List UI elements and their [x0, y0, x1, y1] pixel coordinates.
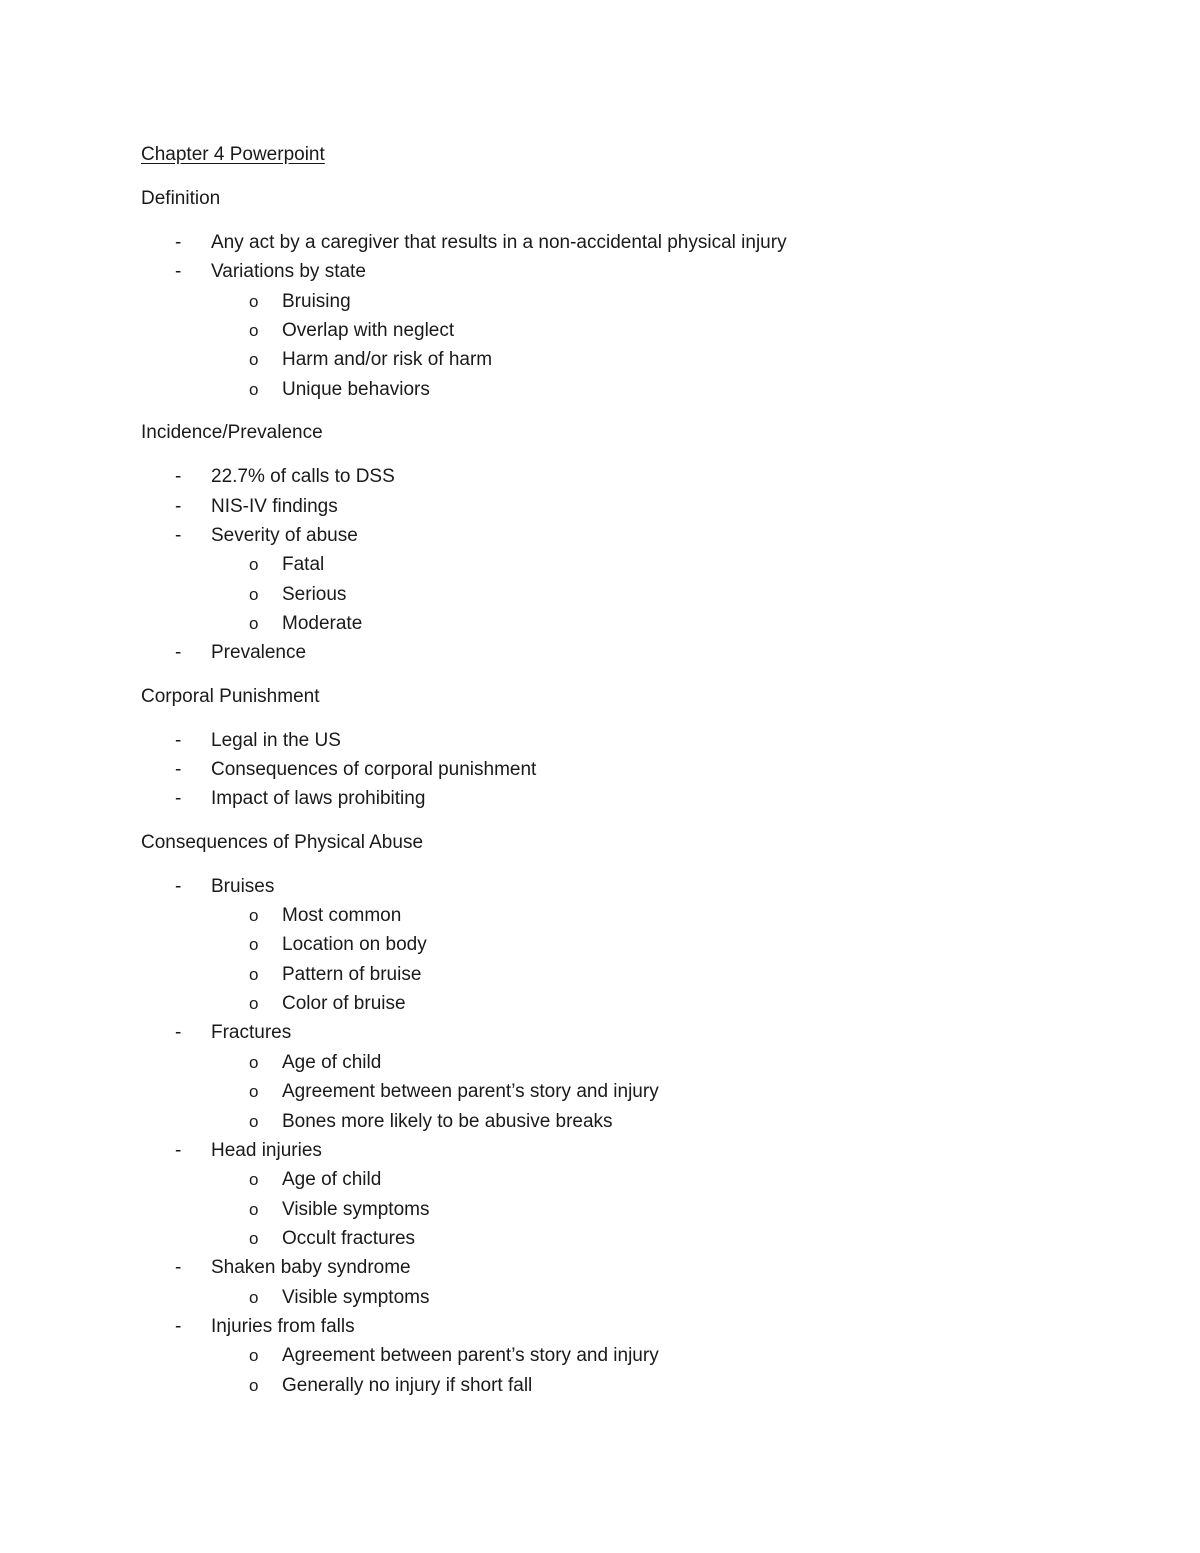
- section: [141, 682, 1101, 814]
- list-item-text: NIS-IV findings: [211, 495, 338, 517]
- sub-list-item: [211, 287, 1101, 316]
- list-item: [141, 462, 1101, 491]
- list-item-text: Head injuries: [211, 1139, 322, 1161]
- sub-list: [211, 901, 1101, 1019]
- sub-list-item: [211, 1048, 1101, 1077]
- circle-bullet-marker: o: [249, 379, 259, 399]
- sub-list-item-text: Unique behaviors: [282, 378, 430, 400]
- list-item-text: Consequences of corporal punishment: [211, 758, 537, 780]
- list-item: [141, 257, 1101, 404]
- list-item: [141, 228, 1101, 257]
- list-item-text: Severity of abuse: [211, 524, 358, 546]
- circle-bullet-marker: o: [249, 1111, 259, 1131]
- list-item: [141, 521, 1101, 639]
- list-item: [141, 755, 1101, 784]
- list-item-text: Prevalence: [211, 642, 307, 664]
- section: [141, 184, 1101, 404]
- sub-list-item: [211, 609, 1101, 638]
- sub-list-item: [211, 1341, 1101, 1370]
- list-item: [141, 1018, 1101, 1136]
- sub-list-item-text: Serious: [282, 583, 347, 605]
- section-heading: Definition: [141, 188, 221, 209]
- dash-marker: -: [175, 1316, 182, 1338]
- document-title: Chapter 4 Powerpoint: [141, 144, 325, 165]
- sub-list-item-text: Moderate: [282, 612, 363, 634]
- circle-bullet-marker: o: [249, 1375, 259, 1395]
- section-heading: Incidence/Prevalence: [141, 422, 323, 444]
- circle-bullet-marker: o: [249, 321, 259, 340]
- list-item: [141, 1253, 1101, 1312]
- sub-list-item-text: Fatal: [282, 554, 325, 576]
- sub-list-item-text: Most common: [282, 904, 402, 926]
- list-item-text: Any act by a caregiver that results in a non-accidental physical injury: [211, 232, 787, 253]
- list-item: [141, 492, 1101, 521]
- sub-list-item: [211, 989, 1101, 1018]
- dash-marker: -: [175, 875, 182, 897]
- dash-marker: -: [175, 466, 182, 488]
- sub-list-item-text: Occult fractures: [282, 1228, 416, 1250]
- sub-list-item: [211, 345, 1101, 374]
- bullet-list: [141, 872, 1101, 1401]
- sub-list-item: [211, 901, 1101, 930]
- circle-bullet-marker: o: [249, 350, 259, 370]
- list-item-text: Fractures: [211, 1022, 292, 1044]
- section: [141, 418, 1101, 667]
- sub-list-item: [211, 1107, 1101, 1136]
- section: [141, 828, 1101, 1401]
- sub-list-item-text: Generally no injury if short fall: [282, 1374, 533, 1396]
- circle-bullet-marker: o: [249, 935, 259, 955]
- dash-marker: -: [175, 232, 182, 253]
- sub-list: [211, 1283, 1101, 1312]
- list-item-text: 22.7% of calls to DSS: [211, 466, 395, 488]
- sub-list-item-text: Pattern of bruise: [282, 963, 422, 985]
- sub-list-item: [211, 930, 1101, 959]
- circle-bullet-marker: o: [249, 1229, 259, 1249]
- sub-list-item-text: Overlap with neglect: [282, 320, 455, 341]
- list-item-text: Injuries from falls: [211, 1316, 355, 1338]
- dash-marker: -: [175, 1022, 182, 1044]
- circle-bullet-marker: o: [249, 964, 259, 984]
- bullet-list: [141, 726, 1101, 814]
- list-item: [141, 638, 1101, 667]
- sub-list-item: [211, 316, 1101, 345]
- dash-marker: -: [175, 729, 182, 751]
- sub-list-item: [211, 1195, 1101, 1224]
- circle-bullet-marker: o: [249, 1199, 259, 1219]
- sub-list-item: [211, 375, 1101, 404]
- sub-list-item: [211, 580, 1101, 609]
- list-item-text: Impact of laws prohibiting: [211, 788, 426, 810]
- circle-bullet-marker: o: [249, 555, 259, 575]
- bullet-list: [141, 462, 1101, 667]
- sub-list-item-text: Agreement between parent’s story and injury: [282, 1081, 659, 1103]
- list-item: [141, 726, 1101, 755]
- list-item: [141, 872, 1101, 1019]
- sub-list-item-text: Age of child: [282, 1169, 382, 1191]
- sub-list-item-text: Visible symptoms: [282, 1198, 430, 1220]
- sub-list-item: [211, 1371, 1101, 1400]
- document-page: [141, 140, 1101, 1400]
- list-item: [141, 1312, 1101, 1400]
- circle-bullet-marker: o: [249, 291, 259, 311]
- circle-bullet-marker: o: [249, 1287, 259, 1307]
- dash-marker: -: [175, 758, 182, 780]
- sub-list-item: [211, 550, 1101, 579]
- dash-marker: -: [175, 788, 182, 810]
- sub-list: [211, 1341, 1101, 1400]
- list-item-text: Shaken baby syndrome: [211, 1257, 411, 1279]
- dash-marker: -: [175, 261, 182, 283]
- sub-list-item-text: Age of child: [282, 1051, 382, 1073]
- sub-list-item: [211, 1077, 1101, 1106]
- list-item-text: Bruises: [211, 875, 275, 897]
- sub-list: [211, 287, 1101, 405]
- list-item-text: Legal in the US: [211, 729, 341, 751]
- sub-list-item: [211, 1283, 1101, 1312]
- sub-list-item-text: Bones more likely to be abusive breaks: [282, 1110, 613, 1132]
- sub-list-item: [211, 960, 1101, 989]
- circle-bullet-marker: o: [249, 1082, 259, 1102]
- section-heading: Consequences of Physical Abuse: [141, 831, 424, 853]
- bullet-list: [141, 228, 1101, 404]
- sub-list-item-text: Color of bruise: [282, 993, 406, 1015]
- dash-marker: -: [175, 495, 182, 517]
- sections-container: [141, 184, 1101, 1400]
- sub-list-item-text: Agreement between parent’s story and injury: [282, 1345, 659, 1367]
- sub-list-item: [211, 1165, 1101, 1194]
- circle-bullet-marker: o: [249, 905, 259, 925]
- circle-bullet-marker: o: [249, 1052, 259, 1072]
- sub-list: [211, 1165, 1101, 1253]
- sub-list: [211, 1048, 1101, 1136]
- list-item: [141, 784, 1101, 813]
- circle-bullet-marker: o: [249, 613, 259, 633]
- sub-list-item-text: Location on body: [282, 934, 427, 956]
- dash-marker: -: [175, 524, 182, 546]
- circle-bullet-marker: o: [249, 584, 259, 604]
- sub-list: [211, 550, 1101, 638]
- list-item: [141, 1136, 1101, 1254]
- circle-bullet-marker: o: [249, 1346, 259, 1366]
- dash-marker: -: [175, 1257, 182, 1279]
- circle-bullet-marker: o: [249, 1170, 259, 1190]
- sub-list-item-text: Visible symptoms: [282, 1286, 430, 1308]
- dash-marker: -: [175, 1139, 182, 1161]
- sub-list-item: [211, 1224, 1101, 1253]
- sub-list-item-text: Harm and/or risk of harm: [282, 349, 493, 371]
- sub-list-item-text: Bruising: [282, 290, 351, 312]
- dash-marker: -: [175, 642, 182, 664]
- list-item-text: Variations by state: [211, 261, 366, 283]
- circle-bullet-marker: o: [249, 994, 259, 1014]
- section-heading: Corporal Punishment: [141, 685, 320, 707]
